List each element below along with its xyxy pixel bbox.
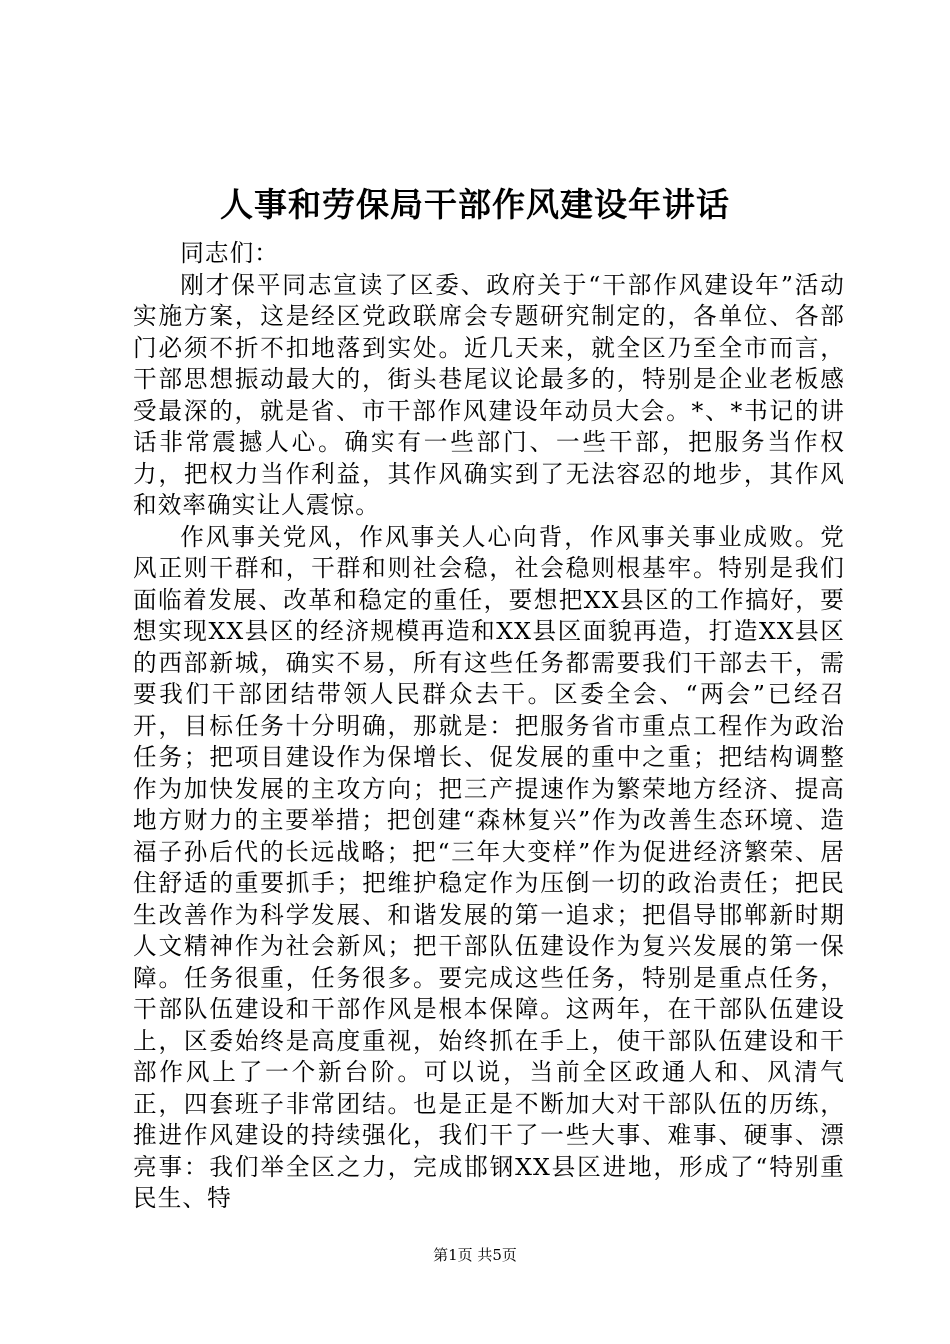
paragraph-1: 刚才保平同志宣读了区委、政府关于“干部作风建设年”活动实施方案，这是经区党政联席会专题研究制定的，各单位、各部门必须不折不扣地落到实处。近几天来，就全区乃至全市而言，干部思想振动最大的，街头巷尾议论最多的，特别是企业老板感受最深的，就是省、市干部作风建设年动员大会。*、*书记的讲话非常震撼人心。确实有一些部门、一些干部，把服务当作权力，把权力当作利益，其作风确实到了无法容忍的地步，其作风和效率确实让人震惊。 [133,270,845,519]
salutation: 同志们： [180,239,279,267]
page-footer: 第1页 共5页 [433,1246,517,1264]
paragraph-2: 作风事关党风，作风事关人心向背，作风事关事业成败。党风正则干群和，干群和则社会稳，社会稳则根基牢。特别是我们面临着发展、改革和稳定的重任，要想把XX县区的工作搞好，要想实现XX县区的经济规模再造和XX县区面貌再造，打造XX县区的西部新城，确实不易，所有这些任务都需要我们干部去干，需要我们干部团结带领人民群众去干。区委全会、“两会”已经召开，目标任务十分明确，那就是：把服务省市重点工程作为政治任务；把项目建设作为保增长、促发展的重中之重；把结构调整作为加快发展的主攻方向；把三产提速作为繁荣地方经济、提高地方财力的主要举措；把创建“森林复兴”作为改善生态环境、造福子孙后代的长远战略；把“三年大变样”作为促进经济繁荣、居住舒适的重要抓手；把维护稳定作为压倒一切的政治责任；把民生改善作为科学发展、和谐发展的第一追求；把倡导邯郸新时期人文精神作为社会新风；把干部队伍建设作为复兴发展的第一保障。任务很重，任务很多。要完成这些任务，特别是重点任务，干部队伍建设和干部作风是根本保障。这两年，在干部队伍建设上，区委始终是高度重视，始终抓在手上，使干部队伍建设和干部作风上了一个新台阶。可以说，当前全区政通人和、风清气正，四套班子非常团结。也是正是不断加大对干部队伍的历练，推进作风建设的持续强化，我们干了一些大事、难事、硬事、漂亮事：我们举全区之力，完成邯钢XX县区进地，形成了“特别重民生、特 [133,522,845,1212]
document-body [133,238,845,1215]
document-title: 人事和劳保局干部作风建设年讲话 [220,185,730,224]
